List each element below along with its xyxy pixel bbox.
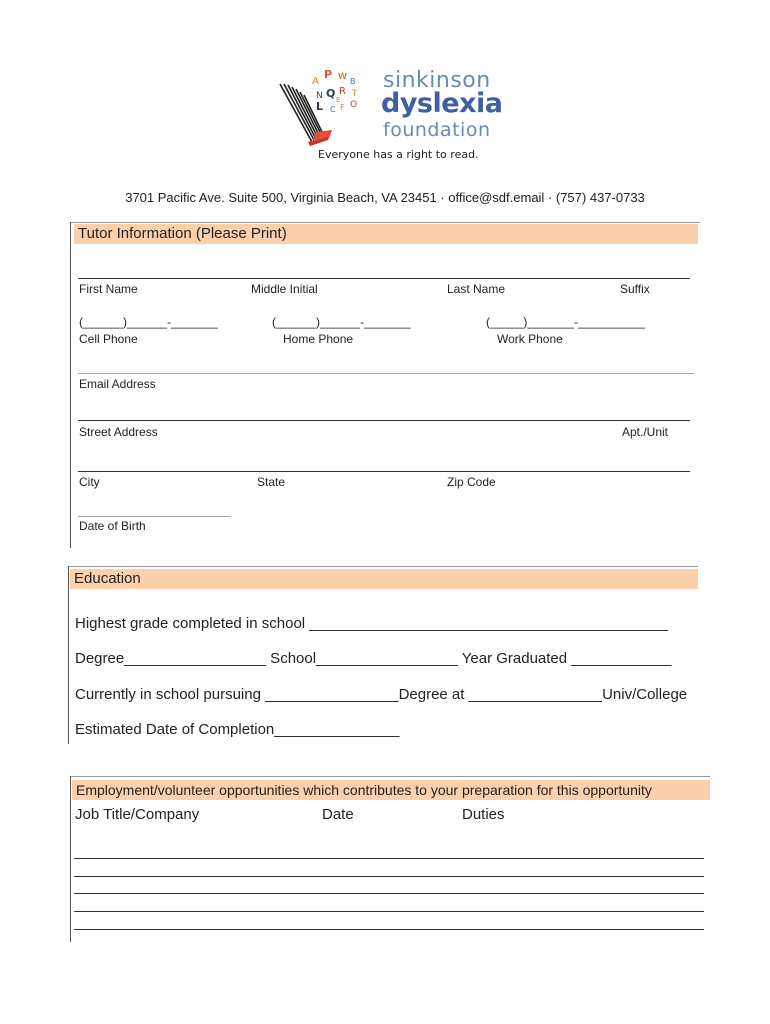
- employment-section-header: Employment/volunteer opportunities which contributes to your preparation for this opportunity: [72, 780, 710, 800]
- job-title-column-label: Job Title/Company: [75, 806, 200, 823]
- home-phone-field[interactable]: (______)______-_______: [272, 315, 411, 329]
- tagline: Everyone has a right to read.: [318, 148, 479, 161]
- logo-line-dyslexia: dyslexia: [381, 88, 503, 119]
- state-label: State: [257, 475, 286, 489]
- svg-text:L: L: [316, 100, 324, 113]
- suffix-label: Suffix: [620, 282, 650, 296]
- work-phone-label: Work Phone: [497, 332, 563, 346]
- logo-line-foundation: foundation: [383, 119, 491, 141]
- section-left-rule: [70, 222, 71, 548]
- city-input-line[interactable]: [78, 471, 690, 472]
- svg-text:E: E: [336, 96, 341, 104]
- employment-entry-line[interactable]: [74, 911, 704, 912]
- work-phone-field[interactable]: (_____)_______-__________: [486, 315, 645, 329]
- svg-text:T: T: [352, 89, 358, 99]
- email-input-line[interactable]: [78, 373, 694, 374]
- section-top-rule: [70, 222, 700, 223]
- date-column-label: Date: [322, 806, 354, 823]
- first-name-label: First Name: [79, 282, 138, 296]
- city-label: City: [79, 475, 100, 489]
- logo-book-icon: [272, 70, 384, 150]
- email-label: Email Address: [79, 377, 156, 391]
- svg-text:A: A: [312, 76, 319, 87]
- highest-grade-field[interactable]: Highest grade completed in school ___________________________________________: [75, 615, 669, 632]
- employment-entry-line[interactable]: [74, 858, 704, 859]
- degree-school-year-field[interactable]: Degree_________________ School_________________ Year Graduated ____________: [75, 650, 672, 667]
- dob-input-line[interactable]: [78, 516, 231, 517]
- date-of-birth-label: Date of Birth: [79, 519, 146, 533]
- svg-text:N: N: [316, 91, 323, 101]
- street-input-line[interactable]: [78, 420, 690, 421]
- tutor-section-header: Tutor Information (Please Print): [74, 224, 698, 244]
- contact-address-line: 3701 Pacific Ave. Suite 500, Virginia Beach, VA 23451 · office@sdf.email · (757) 437-0733: [125, 190, 645, 205]
- svg-text:W: W: [338, 72, 347, 82]
- svg-text:O: O: [350, 100, 358, 110]
- svg-text:P: P: [324, 70, 333, 81]
- education-top-rule: [68, 566, 698, 567]
- employment-entry-line[interactable]: [74, 893, 704, 894]
- education-left-rule: [68, 566, 69, 744]
- education-section-header: Education: [70, 569, 698, 589]
- logo-line-sinkinson: sinkinson: [383, 68, 491, 93]
- currently-pursuing-field[interactable]: Currently in school pursuing ________________Degree at ________________Univ/College: [75, 686, 688, 703]
- svg-text:F: F: [340, 103, 345, 112]
- name-input-line[interactable]: [78, 278, 690, 279]
- cell-phone-field[interactable]: (______)______-_______: [79, 315, 218, 329]
- employment-left-rule: [70, 776, 71, 942]
- last-name-label: Last Name: [447, 282, 506, 296]
- middle-initial-label: Middle Initial: [251, 282, 318, 296]
- svg-text:C: C: [330, 105, 336, 114]
- zip-code-label: Zip Code: [447, 475, 496, 489]
- street-address-label: Street Address: [79, 425, 158, 439]
- employment-entry-line[interactable]: [74, 876, 704, 877]
- svg-text:B: B: [350, 77, 356, 86]
- employment-top-rule: [70, 776, 710, 777]
- cell-phone-label: Cell Phone: [79, 332, 138, 346]
- svg-text:Q: Q: [326, 87, 336, 100]
- apt-unit-label: Apt./Unit: [622, 425, 669, 439]
- duties-column-label: Duties: [462, 806, 505, 823]
- svg-text:R: R: [339, 86, 346, 97]
- employment-entry-line[interactable]: [74, 929, 704, 930]
- completion-date-field[interactable]: Estimated Date of Completion_______________: [75, 721, 400, 738]
- home-phone-label: Home Phone: [283, 332, 354, 346]
